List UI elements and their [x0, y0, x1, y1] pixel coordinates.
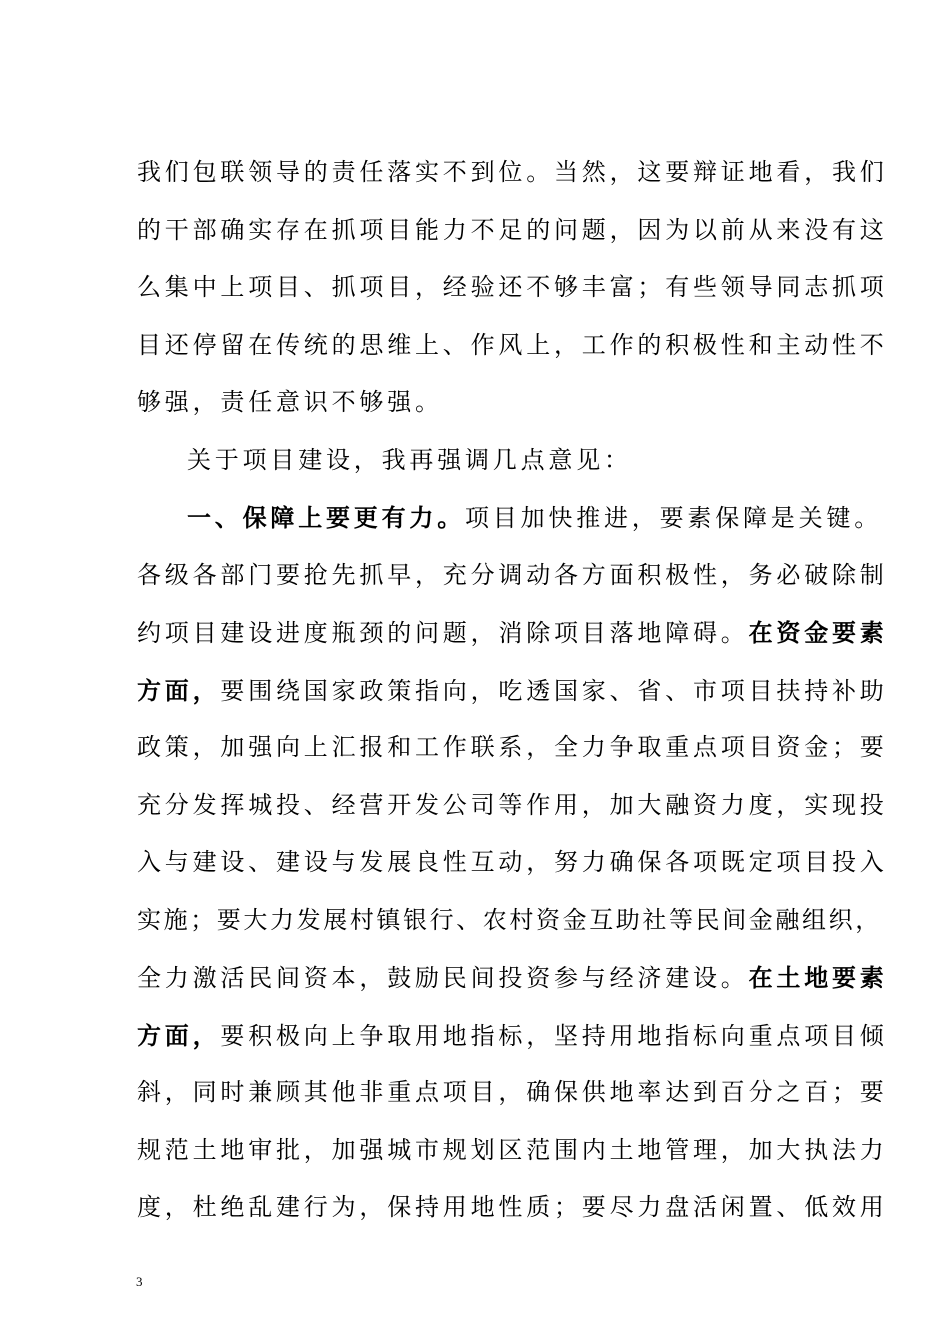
- text-line: [137, 662, 888, 720]
- text-line: [137, 1179, 888, 1237]
- text-line: [137, 1064, 888, 1122]
- text-run: 的干部确实存在抓项目能力不足的问题，因为以前从来没有这: [137, 215, 888, 244]
- text-run: 关于项目建设，我再强调几点意见：: [187, 445, 632, 474]
- bold-text-run: 在资金要素: [748, 618, 888, 647]
- bold-text-run: 方面，: [137, 1020, 221, 1050]
- text-run: 约项目建设进度瓶颈的问题，消除项目落地障碍。: [137, 619, 749, 647]
- text-line: [137, 144, 888, 202]
- text-line: [137, 259, 888, 317]
- text-run: 实施；要大力发展村镇银行、农村资金互助社等民间金融组织，: [137, 905, 882, 934]
- text-run: 各级各部门要抢先抓早，充分调动各方面积极性，务必破除制: [137, 560, 888, 589]
- text-run: 入与建设、建设与发展良性互动，努力确保各项既定项目投入: [137, 848, 888, 876]
- text-line: [137, 489, 882, 547]
- text-line: [137, 1122, 888, 1180]
- text-run: 斜，同时兼顾其他非重点项目，确保供地率达到百分之百；要: [137, 1078, 888, 1106]
- text-line: [137, 892, 882, 950]
- text-line: [137, 374, 837, 432]
- text-line: [137, 604, 888, 662]
- text-run: 目还停留在传统的思维上、作风上，工作的积极性和主动性不: [137, 330, 888, 359]
- text-run: 度，杜绝乱建行为，保持用地性质；要尽力盘活闲置、低效用: [137, 1193, 888, 1221]
- text-line: [137, 719, 888, 777]
- text-line: [137, 202, 888, 260]
- text-line: [137, 1007, 888, 1065]
- text-run: 政策，加强向上汇报和工作联系，全力争取重点项目资金；要: [137, 733, 888, 761]
- text-run: 我们包联领导的责任落实不到位。当然，这要辩证地看，我们: [137, 158, 888, 186]
- bold-text-run: 在土地要素: [748, 963, 888, 992]
- text-run: 要围绕国家政策指向，吃透国家、省、市项目扶持补助: [220, 676, 888, 705]
- text-line: [137, 317, 888, 375]
- text-run: 全力激活民间资本，鼓励民间投资参与经济建设。: [137, 964, 749, 992]
- text-run: 规范土地审批，加强城市规划区范围内土地管理，加大执法力: [137, 1135, 888, 1164]
- text-run: 要积极向上争取用地指标，坚持用地指标向重点项目倾: [220, 1021, 888, 1050]
- text-line: [137, 777, 888, 835]
- page-number: 3: [136, 1274, 143, 1289]
- section-heading: 一、保障上要更有力。: [187, 503, 465, 532]
- text-line: [137, 432, 837, 490]
- bold-text-run: 方面，: [137, 675, 221, 705]
- text-line: [137, 949, 888, 1007]
- text-line: [137, 547, 888, 605]
- text-line: [137, 834, 888, 892]
- body-text: [137, 144, 888, 1237]
- text-run: 够强，责任意识不够强。: [137, 388, 443, 416]
- text-run: 项目加快推进，要素保障是关键。: [465, 504, 882, 532]
- text-run: 么集中上项目、抓项目，经验还不够丰富；有些领导同志抓项: [137, 273, 888, 301]
- text-run: 充分发挥城投、经营开发公司等作用，加大融资力度，实现投: [137, 790, 888, 819]
